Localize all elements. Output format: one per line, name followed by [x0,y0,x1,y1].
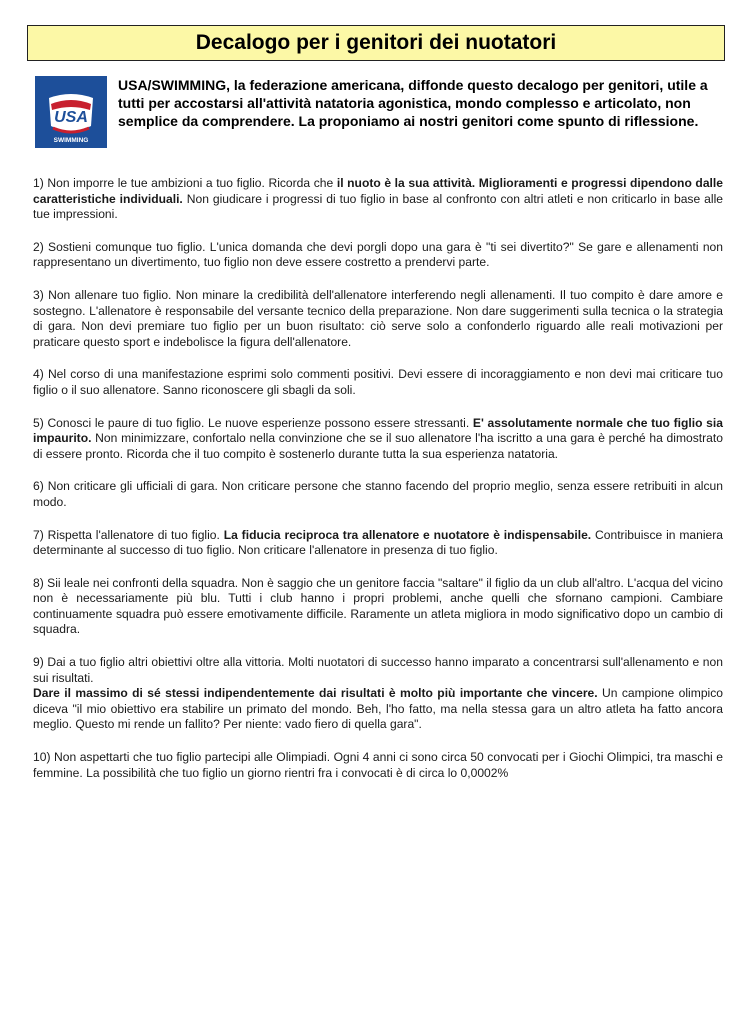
point-emphasis: E' assolutamente normale che tuo figlio sia impaurito. [33,415,723,446]
point-emphasis: il nuoto è la sua attività. Miglioramenti e progressi dipendono dalle caratteristiche individuali. [33,176,723,206]
intro-lead: USA/SWIMMING [118,77,227,93]
list-item [33,416,723,463]
logo-text: USA [54,109,88,126]
point-text: 2) Sostieni comunque tuo figlio. L'unica domanda che devi porgli dopo una gara è "ti sei divertito?" Se gare e allenamenti non rappresentano un divertimento, tuo figlio non deve essere costretto a prendervi parte. [33,239,723,270]
point-text-end: Non giudicare i progressi di tuo figlio in base al confronto con altri atleti e non criticarlo in base alle tue impressioni. [33,191,723,222]
list-item [33,288,723,350]
list-item [33,176,723,223]
list-item [33,479,723,510]
point-text-end: Contribuisce in maniera determinante al successo di tuo figlio. Non criticare l'allenatore in presenza di tuo figlio. [33,527,724,558]
point-text: 10) Non aspettarti che tuo figlio partecipi alle Olimpiadi. Ogni 4 anni ci sono circa 50 convocati per i Giochi Olimpici, tra maschi e femmine. La possibilità che tuo figlio un giorno rientri fra i convocati è di circa lo 0,0002% [33,750,723,780]
point-text-end: Non minimizzare, confortalo nella convinzione che se il suo allenatore l'ha iscritto a una gara è perché ha dimostrato di essere pronto. Ricorda che il tuo compito è sostenerlo durante tutta la sua esperienza natatoria. [33,431,723,461]
point-text: 8) Sii leale nei confronti della squadra. Non è saggio che un genitore faccia "saltare" il figlio da un club all'altro. L'acqua del vicino non è necessariamente più blu. Tutti i club hanno i propri problemi, anche quelli che sfornano campioni. Cambiare continuamente squadra può essere emotivamente difficile. Raramente un atleta migliora in modo significativo dopo un cambio di squadra. [33,575,723,637]
point-text: 1) Non imporre le tue ambizioni a tuo figlio. Ricorda che [33,176,337,190]
list-item [33,576,723,638]
intro-paragraph [118,76,723,130]
decalogue-list [33,176,723,798]
usa-swimming-logo-icon [35,76,107,148]
point-text: 3) Non allenare tuo figlio. Non minare la credibilità dell'allenatore interferendo negli allenamenti. Il tuo compito è dare amore e sostegno. L'allenatore è responsabile del versante tecnico della preparazione. Non dare suggerimenti sulla tecnica o la strategia di gara. Non devi premiare tuo figlio per un buon risultato: ciò serve solo a confonderlo riguardo alle reali motivazioni per praticare questo sport e indebolisce la figura dell'allenatore. [33,287,723,349]
point-emphasis: Dare il massimo di sé stessi indipendentemente dai risultati è molto più importante che vincere. [33,686,598,701]
list-item [33,240,723,271]
list-item [33,528,723,559]
intro-text: , la federazione americana, diffonde questo decalogo per genitori, utile a tutti per accostarsi all'attività natatoria agonistica, mondo complesso e articolato, non semplice da comprendere. La proponiamo ai nostri genitori come spunto di riflessione. [118,77,708,129]
point-text-end: Un campione olimpico diceva "il mio obiettivo era stabilire un primato del mondo. Beh, l'ho fatto, ma nella stessa gara un altro atleta ha fatto ancora meglio. Questo mi rende un fallito? Per niente: vado fiero di quella gara". [33,686,724,732]
list-item [33,750,723,781]
point-text: 4) Nel corso di una manifestazione esprimi solo commenti positivi. Devi essere di incoraggiamento e non devi mai criticare tuo figlio o il suo allenatore. Sanno riconoscere gli sbagli da soli. [33,367,723,397]
usa-swimming-logo [35,76,107,148]
point-emphasis: La fiducia reciproca tra allenatore e nuotatore è indispensabile. [223,527,592,542]
page-title: Decalogo per i genitori dei nuotatori [27,25,725,61]
point-text: 9) Dai a tuo figlio altri obiettivi oltre alla vittoria. Molti nuotatori di successo hanno imparato a concentrarsi sull'allenamento e non sui risultati. [33,655,723,685]
point-text: 5) Conosci le paure di tuo figlio. Le nuove esperienze possono essere stressanti. [33,415,473,430]
list-item [33,655,723,733]
list-item [33,367,723,398]
point-text: 6) Non criticare gli ufficiali di gara. Non criticare persone che stanno facendo del proprio meglio, senza essere retribuiti in alcun modo. [33,479,723,509]
point-text: 7) Rispetta l'allenatore di tuo figlio. [33,527,224,542]
logo-subtext: SWIMMING [53,137,89,144]
